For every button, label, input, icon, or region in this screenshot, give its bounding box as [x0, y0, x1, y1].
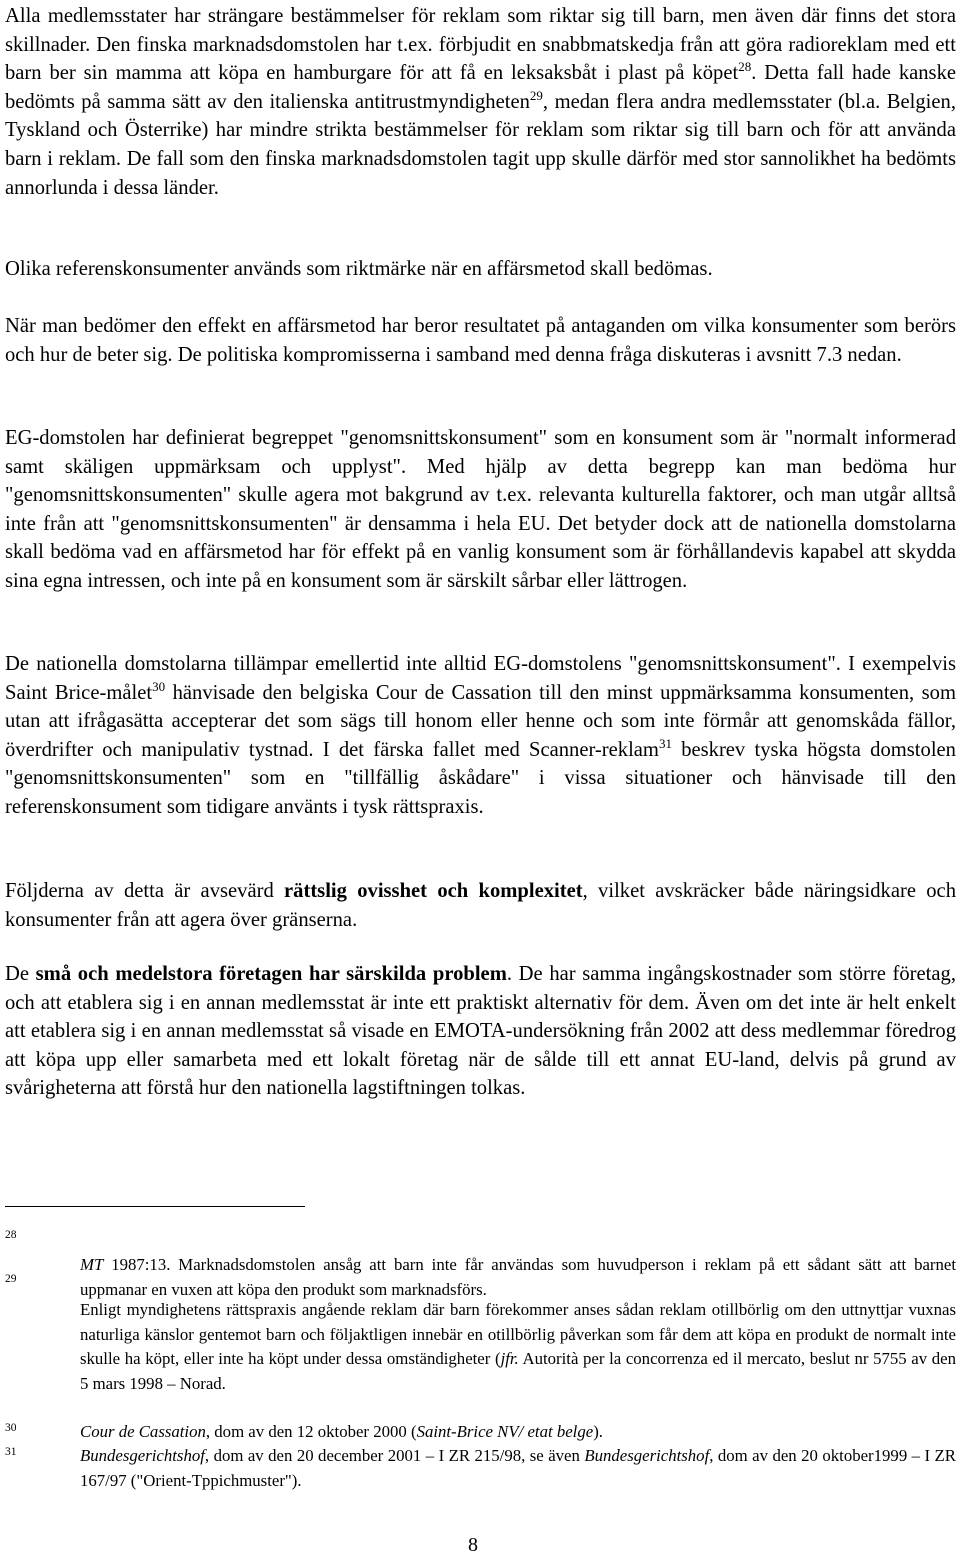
footnote-31 — [80, 1444, 956, 1493]
footnote-number-29: 29 — [5, 1273, 17, 1285]
footnote-separator — [5, 1206, 305, 1207]
bold-emphasis: rättslig ovisshet och komplexitet — [284, 880, 583, 902]
footnote-28 — [80, 1253, 956, 1302]
footnote-text: , dom av den 12 oktober 2000 ( — [205, 1422, 417, 1441]
paragraph-legal-uncertainty — [5, 877, 956, 934]
paragraph-text: . Detta fall hade kanske bedömts på samma sätt av den italienska antitrustmyndigheten — [5, 62, 957, 113]
bold-emphasis: små och medelstora företagen har särskilda problem — [35, 963, 507, 985]
paragraph-text: hänvisade den belgiska Cour de Cassation till den minst uppmärksamma konsumenten, som utan att ifrågasätta accepterar det som sägs till honom eller henne och som inte förmår att genomskåda fällor, överdrifter och manipulativ tystnad. I det färska fallet med Scanner-reklam — [5, 681, 956, 761]
paragraph-ecj-average-consumer — [5, 424, 956, 596]
paragraph-text: . De har samma ingångskostnader som större företag, och att etablera sig i en annan medlemsstat är inte ett praktiskt alternativ för dem. Även om det inte är helt enkelt att etablera sig i en annan medlemsstat så visade en EMOTA-undersökning från 2002 att dess medlemmar föredrog att köpa upp eller samarbeta med ett lokalt företag när de sålde till ett annat EU-land, delvis på grund av svårigheterna att förstå hur den nationella lagstiftningen tolkas. — [5, 963, 956, 1100]
page-number: 8 — [468, 1534, 478, 1556]
footnote-text: , dom av den 20 oktober1999 – I ZR 167/97 ("Orient-Tppichmuster"). — [80, 1446, 956, 1490]
footnote-text: , dom av den 20 december 2001 – I ZR 215/98, se även — [204, 1446, 585, 1465]
paragraph-text: EG-domstolen har definierat begreppet "genomsnittskonsument" som en konsument som är "normalt informerad samt skäligen uppmärksam och upplyst". Med hjälp av detta begrepp kan man bedöma hur "genomsnittskonsumenten" skulle agera mot bakgrund av t.ex. relevanta kulturella faktorer, och man utgår alltså inte från att "genomsnittskonsumenten" är densamma i hela EU. Det betyder dock att de nationella domstolarna skall bedöma vad en affärsmetod har för effekt på en vanlig konsument som är förhållandevis kapabel att skydda sina egna intressen, och inte på en konsument som är särskilt sårbar eller lättrogen. — [5, 427, 956, 592]
footnote-ref-31[interactable]: 31 — [658, 735, 672, 751]
footnote-number-30: 30 — [5, 1422, 17, 1434]
footnote-text: 1987:13. Marknadsdomstolen ansåg att barn inte får användas som huvudperson i reklam på ett sådant sätt att barnet uppmanar en vuxen att köpa den produkt som marknadsförs. — [80, 1255, 956, 1299]
footnote-29 — [80, 1298, 956, 1397]
paragraph-sme-problems — [5, 960, 956, 1103]
footnote-text: ). — [593, 1422, 603, 1441]
footnote-30 — [80, 1420, 956, 1445]
footnote-ref-30[interactable]: 30 — [152, 678, 166, 694]
footnote-number-28: 28 — [5, 1229, 17, 1241]
paragraph-text: När man bedömer den effekt en affärsmetod har beror resultatet på antaganden om vilka konsumenter som berörs och hur de beter sig. De politiska kompromisserna i samband med denna fråga diskuteras i avsnitt 7.3 nedan. — [5, 315, 956, 366]
footnote-italic: Bundesgerichtshof — [584, 1446, 710, 1465]
footnote-italic: Bundesgerichtshof — [80, 1446, 205, 1465]
paragraph-text: , vilket avskräcker både näringsidkare och konsumenter från att agera över gränserna. — [5, 880, 956, 931]
footnote-ref-28[interactable]: 28 — [738, 59, 752, 75]
paragraph-text: Olika referenskonsumenter används som riktmärke när en affärsmetod skall bedömas. — [5, 258, 713, 280]
paragraph-national-courts — [5, 650, 956, 822]
footnote-italic: Saint-Brice NV/ etat belge — [416, 1422, 594, 1441]
paragraph-effect-assessment — [5, 312, 956, 369]
footnote-text: Enligt myndighetens rättspraxis angående reklam där barn förekommer anses sådan reklam otillbörlig om den uttnyttjar vuxnas naturliga känslor gentemot barn och följaktligen innebär en otillbörlig påverkan som får dem att köpa en produkt de normalt inte skulle ha köpt, eller inte ha köpt under dessa omständigheter ( — [80, 1300, 956, 1369]
footnote-text: Autorità per la concorrenza ed il mercato, beslut nr 5755 av den 5 mars 1998 – Norad. — [80, 1349, 957, 1394]
paragraph-text: , medan flera andra medlemsstater (bl.a. Belgien, Tyskland och Österrike) har mindre strikta bestämmelser för reklam som riktar sig till barn och för att använda barn i reklam. De fall som den finska marknadsdomstolen tagit upp skulle därför med stor sannolikhet ha bedömts annorlunda i dessa länder. — [5, 90, 956, 199]
footnote-number-31: 31 — [5, 1446, 17, 1458]
footnote-italic: Cour de Cassation — [80, 1422, 206, 1441]
paragraph-text: De nationella domstolarna tillämpar emellertid inte alltid EG-domstolens "genomsnittskonsument". I exempelvis Saint Brice-målet — [5, 653, 956, 704]
paragraph-text: De — [5, 963, 36, 985]
footnote-italic: MT — [80, 1255, 104, 1274]
paragraph-text: Följderna av detta är avsevärd — [5, 880, 285, 902]
paragraph-text: beskrev tyska högsta domstolen "genomsnittskonsumenten" som en "tillfällig åskådare" i vissa situationer och hänvisade till den referenskonsument som tidigare använts i tysk rättspraxis. — [5, 738, 956, 818]
paragraph-children-advertising — [5, 2, 956, 202]
paragraph-text: Alla medlemsstater har strängare bestämmelser för reklam som riktar sig till barn, men även där finns det stora skillnader. Den finska marknadsdomstolen har t.ex. förbjudit en snabbmatskedja från att göra radioreklam med ett barn ber sin mamma att köpa en hamburgare för att få en leksaksbåt i plast på köpet — [5, 5, 956, 85]
footnote-italic: jfr. — [500, 1349, 519, 1369]
paragraph-reference-consumers — [5, 255, 956, 284]
footnote-ref-29[interactable]: 29 — [529, 87, 543, 103]
